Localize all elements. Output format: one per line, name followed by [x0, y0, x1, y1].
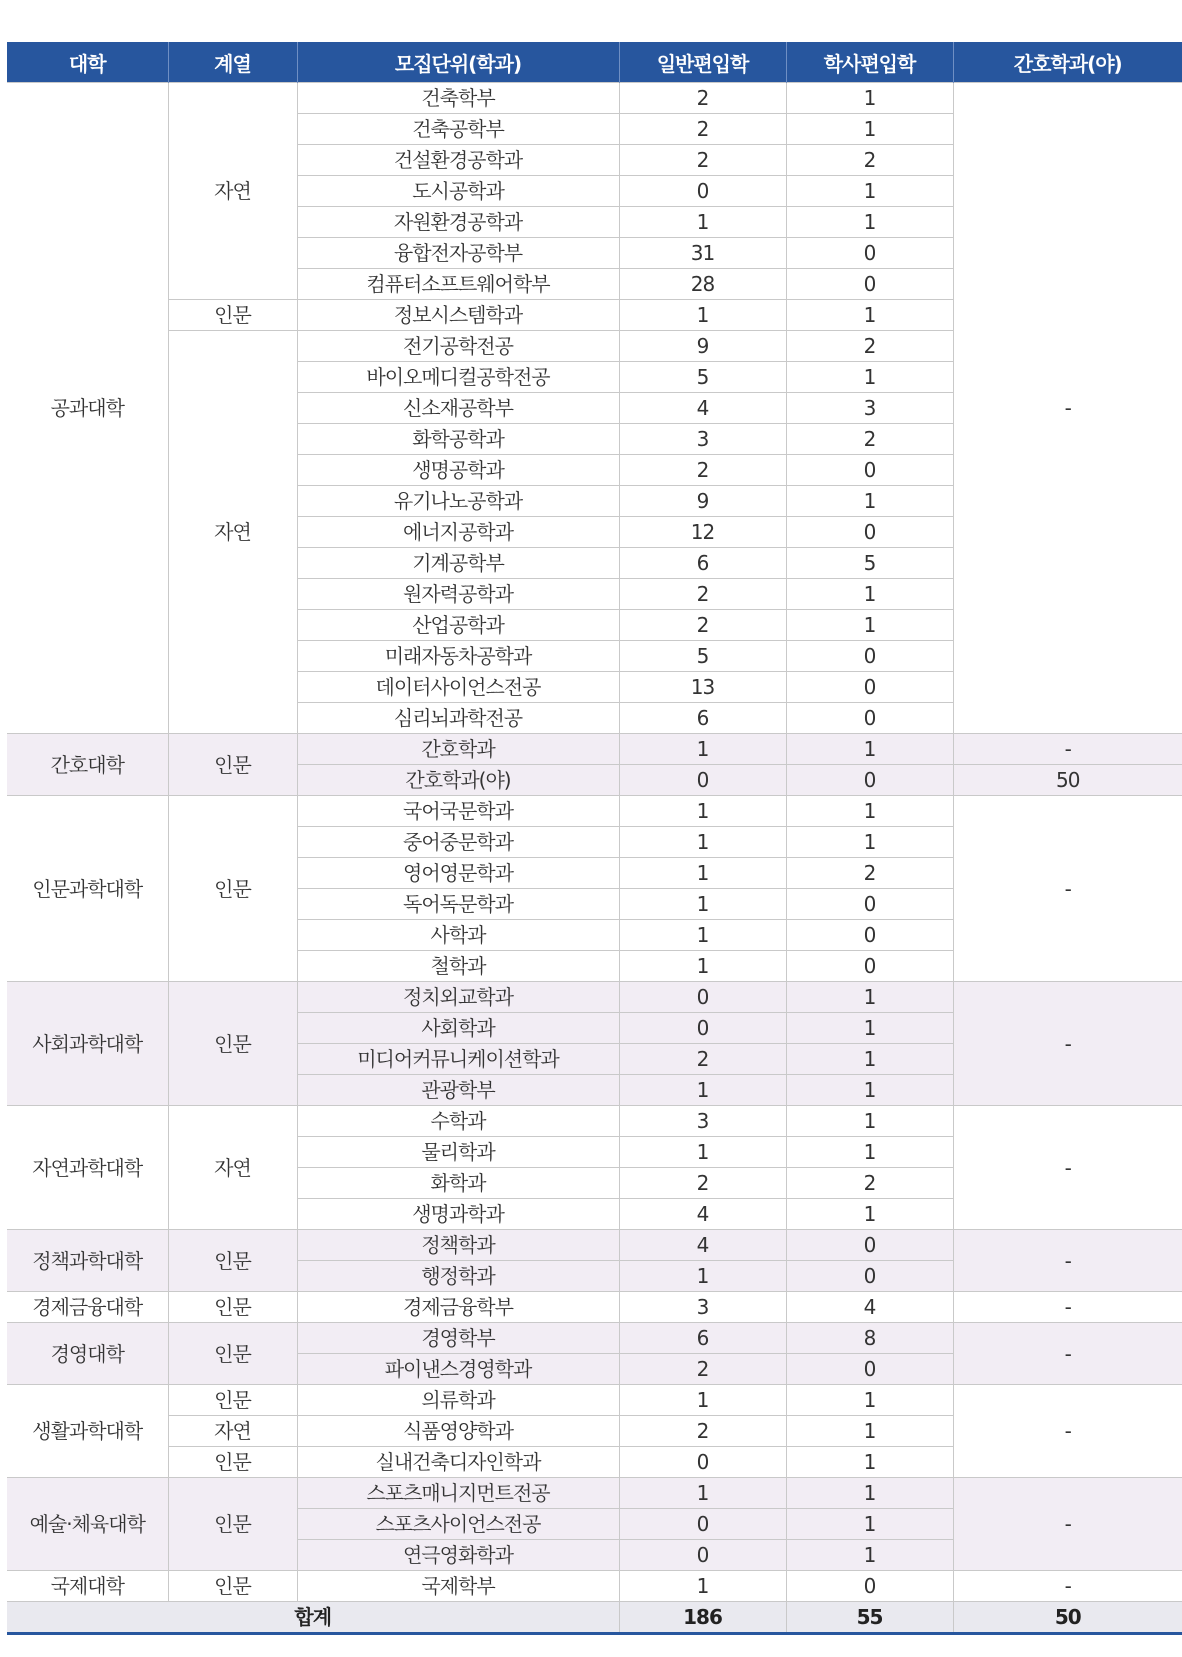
general-transfer-cell: 4: [619, 393, 786, 424]
header-general-transfer: 일반편입학: [619, 42, 786, 83]
bachelor-transfer-cell: 5: [786, 548, 953, 579]
unit-name-cell: 건축학부: [297, 83, 619, 114]
general-transfer-cell: 1: [619, 1075, 786, 1106]
bachelor-transfer-cell: 1: [786, 610, 953, 641]
bachelor-transfer-cell: 1: [786, 1509, 953, 1540]
bachelor-transfer-cell: 2: [786, 331, 953, 362]
general-transfer-cell: 28: [619, 269, 786, 300]
field-cell: 인문: [168, 1571, 297, 1602]
total-general-transfer: 186: [619, 1602, 786, 1634]
field-cell: 자연: [168, 1416, 297, 1447]
header-college: 대학: [7, 42, 168, 83]
unit-name-cell: 심리뇌과학전공: [297, 703, 619, 734]
bachelor-transfer-cell: 1: [786, 734, 953, 765]
unit-name-cell: 국제학부: [297, 1571, 619, 1602]
general-transfer-cell: 6: [619, 1323, 786, 1354]
unit-name-cell: 정보시스템학과: [297, 300, 619, 331]
unit-name-cell: 관광학부: [297, 1075, 619, 1106]
unit-name-cell: 데이터사이언스전공: [297, 672, 619, 703]
unit-name-cell: 도시공학과: [297, 176, 619, 207]
bachelor-transfer-cell: 0: [786, 920, 953, 951]
college-cell: 공과대학: [7, 83, 168, 734]
general-transfer-cell: 2: [619, 455, 786, 486]
unit-name-cell: 간호학과(야): [297, 765, 619, 796]
unit-name-cell: 정책학과: [297, 1230, 619, 1261]
unit-name-cell: 에너지공학과: [297, 517, 619, 548]
table-row: [7, 796, 1182, 827]
bachelor-transfer-cell: 0: [786, 269, 953, 300]
general-transfer-cell: 12: [619, 517, 786, 548]
nursing-night-cell: -: [953, 1478, 1182, 1571]
general-transfer-cell: 1: [619, 920, 786, 951]
general-transfer-cell: 3: [619, 1106, 786, 1137]
unit-name-cell: 기계공학부: [297, 548, 619, 579]
header-recruitment-unit: 모집단위(학과): [297, 42, 619, 83]
bachelor-transfer-cell: 1: [786, 362, 953, 393]
unit-name-cell: 물리학과: [297, 1137, 619, 1168]
bachelor-transfer-cell: 2: [786, 858, 953, 889]
general-transfer-cell: 1: [619, 734, 786, 765]
unit-name-cell: 간호학과: [297, 734, 619, 765]
unit-name-cell: 전기공학전공: [297, 331, 619, 362]
unit-name-cell: 스포츠사이언스전공: [297, 1509, 619, 1540]
nursing-night-cell: -: [953, 1323, 1182, 1385]
unit-name-cell: 경제금융학부: [297, 1292, 619, 1323]
table-row: [7, 1323, 1182, 1354]
header-nursing-night: 간호학과(야): [953, 42, 1182, 83]
unit-name-cell: 화학공학과: [297, 424, 619, 455]
general-transfer-cell: 4: [619, 1199, 786, 1230]
unit-name-cell: 화학과: [297, 1168, 619, 1199]
bachelor-transfer-cell: 1: [786, 1385, 953, 1416]
general-transfer-cell: 31: [619, 238, 786, 269]
field-cell: 인문: [168, 796, 297, 982]
unit-name-cell: 정치외교학과: [297, 982, 619, 1013]
college-cell: 경영대학: [7, 1323, 168, 1385]
unit-name-cell: 수학과: [297, 1106, 619, 1137]
bachelor-transfer-cell: 0: [786, 1354, 953, 1385]
unit-name-cell: 생명공학과: [297, 455, 619, 486]
bachelor-transfer-cell: 1: [786, 83, 953, 114]
bachelor-transfer-cell: 1: [786, 114, 953, 145]
bachelor-transfer-cell: 1: [786, 300, 953, 331]
general-transfer-cell: 0: [619, 765, 786, 796]
college-cell: 경제금융대학: [7, 1292, 168, 1323]
general-transfer-cell: 0: [619, 982, 786, 1013]
unit-name-cell: 건축공학부: [297, 114, 619, 145]
bachelor-transfer-cell: 1: [786, 827, 953, 858]
unit-name-cell: 바이오메디컬공학전공: [297, 362, 619, 393]
nursing-night-cell: -: [953, 982, 1182, 1106]
header-bachelor-transfer: 학사편입학: [786, 42, 953, 83]
field-cell: 자연: [168, 83, 297, 300]
general-transfer-cell: 9: [619, 331, 786, 362]
bachelor-transfer-cell: 8: [786, 1323, 953, 1354]
general-transfer-cell: 13: [619, 672, 786, 703]
general-transfer-cell: 4: [619, 1230, 786, 1261]
college-cell: 자연과학대학: [7, 1106, 168, 1230]
bachelor-transfer-cell: 0: [786, 1230, 953, 1261]
table-row: [7, 1478, 1182, 1509]
unit-name-cell: 파이낸스경영학과: [297, 1354, 619, 1385]
general-transfer-cell: 1: [619, 1385, 786, 1416]
general-transfer-cell: 5: [619, 362, 786, 393]
bachelor-transfer-cell: 1: [786, 176, 953, 207]
nursing-night-cell: -: [953, 1571, 1182, 1602]
field-cell: 인문: [168, 1292, 297, 1323]
general-transfer-cell: 1: [619, 889, 786, 920]
general-transfer-cell: 2: [619, 579, 786, 610]
bachelor-transfer-cell: 1: [786, 796, 953, 827]
unit-name-cell: 독어독문학과: [297, 889, 619, 920]
general-transfer-cell: 6: [619, 548, 786, 579]
nursing-night-cell: -: [953, 1230, 1182, 1292]
nursing-night-cell: -: [953, 1106, 1182, 1230]
table-row: [7, 1106, 1182, 1137]
bachelor-transfer-cell: 0: [786, 1261, 953, 1292]
bachelor-transfer-cell: 2: [786, 424, 953, 455]
general-transfer-cell: 3: [619, 1292, 786, 1323]
unit-name-cell: 경영학부: [297, 1323, 619, 1354]
total-label: 합계: [7, 1602, 619, 1634]
field-cell: 인문: [168, 1230, 297, 1292]
general-transfer-cell: 1: [619, 858, 786, 889]
table-row: [7, 734, 1182, 765]
nursing-night-cell: -: [953, 1292, 1182, 1323]
field-cell: 인문: [168, 982, 297, 1106]
bachelor-transfer-cell: 4: [786, 1292, 953, 1323]
nursing-night-cell: -: [953, 796, 1182, 982]
unit-name-cell: 중어중문학과: [297, 827, 619, 858]
unit-name-cell: 건설환경공학과: [297, 145, 619, 176]
unit-name-cell: 국어국문학과: [297, 796, 619, 827]
bachelor-transfer-cell: 1: [786, 1137, 953, 1168]
bachelor-transfer-cell: 0: [786, 641, 953, 672]
unit-name-cell: 미디어커뮤니케이션학과: [297, 1044, 619, 1075]
total-row: [7, 1602, 1182, 1634]
general-transfer-cell: 0: [619, 1509, 786, 1540]
general-transfer-cell: 1: [619, 1137, 786, 1168]
unit-name-cell: 식품영양학과: [297, 1416, 619, 1447]
college-cell: 예술·체육대학: [7, 1478, 168, 1571]
general-transfer-cell: 1: [619, 1571, 786, 1602]
field-cell: 자연: [168, 1106, 297, 1230]
field-cell: 인문: [168, 1385, 297, 1416]
bachelor-transfer-cell: 0: [786, 703, 953, 734]
bachelor-transfer-cell: 1: [786, 1075, 953, 1106]
general-transfer-cell: 2: [619, 83, 786, 114]
general-transfer-cell: 2: [619, 145, 786, 176]
general-transfer-cell: 2: [619, 114, 786, 145]
nursing-night-cell: -: [953, 83, 1182, 734]
general-transfer-cell: 0: [619, 1447, 786, 1478]
table-row: [7, 982, 1182, 1013]
unit-name-cell: 생명과학과: [297, 1199, 619, 1230]
general-transfer-cell: 1: [619, 796, 786, 827]
nursing-night-cell: -: [953, 734, 1182, 765]
nursing-night-cell: -: [953, 1385, 1182, 1478]
unit-name-cell: 자원환경공학과: [297, 207, 619, 238]
general-transfer-cell: 1: [619, 1261, 786, 1292]
table-body: [7, 83, 1182, 1634]
general-transfer-cell: 1: [619, 207, 786, 238]
header-field: 계열: [168, 42, 297, 83]
bachelor-transfer-cell: 0: [786, 765, 953, 796]
table-row: [7, 1230, 1182, 1261]
college-cell: 간호대학: [7, 734, 168, 796]
unit-name-cell: 실내건축디자인학과: [297, 1447, 619, 1478]
bachelor-transfer-cell: 1: [786, 982, 953, 1013]
field-cell: 인문: [168, 734, 297, 796]
unit-name-cell: 유기나노공학과: [297, 486, 619, 517]
general-transfer-cell: 2: [619, 1168, 786, 1199]
general-transfer-cell: 5: [619, 641, 786, 672]
bachelor-transfer-cell: 1: [786, 1478, 953, 1509]
unit-name-cell: 영어영문학과: [297, 858, 619, 889]
bachelor-transfer-cell: 0: [786, 889, 953, 920]
total-nursing-night: 50: [953, 1602, 1182, 1634]
nursing-night-cell: 50: [953, 765, 1182, 796]
unit-name-cell: 사회학과: [297, 1013, 619, 1044]
general-transfer-cell: 1: [619, 1478, 786, 1509]
college-cell: 정책과학대학: [7, 1230, 168, 1292]
total-bachelor-transfer: 55: [786, 1602, 953, 1634]
college-cell: 사회과학대학: [7, 982, 168, 1106]
unit-name-cell: 행정학과: [297, 1261, 619, 1292]
bachelor-transfer-cell: 1: [786, 1540, 953, 1571]
general-transfer-cell: 1: [619, 827, 786, 858]
general-transfer-cell: 6: [619, 703, 786, 734]
college-cell: 국제대학: [7, 1571, 168, 1602]
table-row: [7, 83, 1182, 114]
field-cell: 인문: [168, 1323, 297, 1385]
bachelor-transfer-cell: 0: [786, 1571, 953, 1602]
bachelor-transfer-cell: 2: [786, 145, 953, 176]
general-transfer-cell: 1: [619, 951, 786, 982]
college-cell: 생활과학대학: [7, 1385, 168, 1478]
unit-name-cell: 미래자동차공학과: [297, 641, 619, 672]
field-cell: 인문: [168, 1447, 297, 1478]
bachelor-transfer-cell: 1: [786, 1199, 953, 1230]
general-transfer-cell: 0: [619, 1013, 786, 1044]
general-transfer-cell: 1: [619, 300, 786, 331]
general-transfer-cell: 0: [619, 176, 786, 207]
bachelor-transfer-cell: 3: [786, 393, 953, 424]
unit-name-cell: 연극영화학과: [297, 1540, 619, 1571]
field-cell: 인문: [168, 300, 297, 331]
bachelor-transfer-cell: 1: [786, 1106, 953, 1137]
general-transfer-cell: 9: [619, 486, 786, 517]
bachelor-transfer-cell: 1: [786, 1447, 953, 1478]
bachelor-transfer-cell: 1: [786, 1013, 953, 1044]
unit-name-cell: 신소재공학부: [297, 393, 619, 424]
bachelor-transfer-cell: 1: [786, 1044, 953, 1075]
general-transfer-cell: 3: [619, 424, 786, 455]
bachelor-transfer-cell: 2: [786, 1168, 953, 1199]
college-cell: 인문과학대학: [7, 796, 168, 982]
unit-name-cell: 원자력공학과: [297, 579, 619, 610]
table-header-row: [7, 42, 1182, 83]
general-transfer-cell: 0: [619, 1540, 786, 1571]
unit-name-cell: 산업공학과: [297, 610, 619, 641]
general-transfer-cell: 2: [619, 1044, 786, 1075]
bachelor-transfer-cell: 0: [786, 238, 953, 269]
unit-name-cell: 철학과: [297, 951, 619, 982]
bachelor-transfer-cell: 0: [786, 455, 953, 486]
unit-name-cell: 컴퓨터소프트웨어학부: [297, 269, 619, 300]
general-transfer-cell: 2: [619, 610, 786, 641]
admission-quota-table: [7, 42, 1182, 1635]
unit-name-cell: 사학과: [297, 920, 619, 951]
bachelor-transfer-cell: 1: [786, 207, 953, 238]
unit-name-cell: 의류학과: [297, 1385, 619, 1416]
bachelor-transfer-cell: 1: [786, 1416, 953, 1447]
table-row: [7, 1292, 1182, 1323]
unit-name-cell: 융합전자공학부: [297, 238, 619, 269]
bachelor-transfer-cell: 0: [786, 517, 953, 548]
general-transfer-cell: 2: [619, 1354, 786, 1385]
field-cell: 자연: [168, 331, 297, 734]
general-transfer-cell: 2: [619, 1416, 786, 1447]
bachelor-transfer-cell: 0: [786, 951, 953, 982]
unit-name-cell: 스포츠매니지먼트전공: [297, 1478, 619, 1509]
bachelor-transfer-cell: 1: [786, 486, 953, 517]
bachelor-transfer-cell: 0: [786, 672, 953, 703]
table-row: [7, 1571, 1182, 1602]
field-cell: 인문: [168, 1478, 297, 1571]
table-row: [7, 1385, 1182, 1416]
bachelor-transfer-cell: 1: [786, 579, 953, 610]
